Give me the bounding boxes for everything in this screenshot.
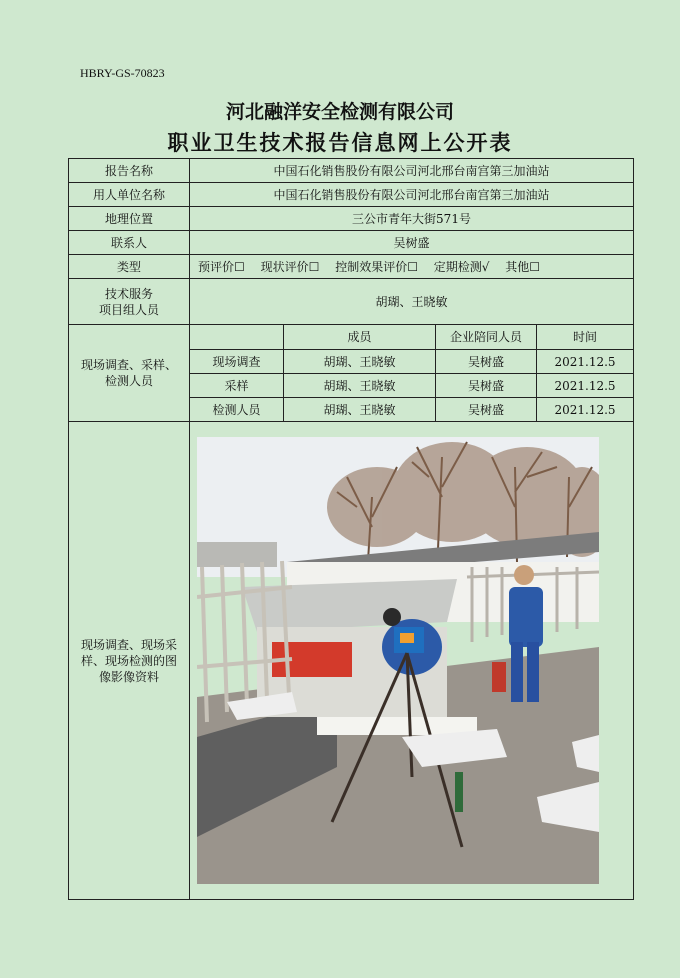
type-option-other: 其他☐ [505, 259, 541, 274]
field-staff-label [69, 325, 190, 422]
field-item: 现场调查 [190, 350, 284, 374]
employer-value: 中国石化销售股份有限公司河北邢台南宫第三加油站 [190, 183, 634, 207]
field-header-date: 时间 [537, 325, 634, 350]
info-table [68, 158, 634, 900]
field-date: 2021.12.5 [537, 374, 634, 398]
report-name-value: 中国石化销售股份有限公司河北邢台南宫第三加油站 [190, 159, 634, 183]
type-option-control-evaluation: 控制效果评价☐ [335, 259, 418, 274]
images-label [69, 422, 190, 900]
location-label: 地理位置 [69, 207, 190, 231]
table-row [69, 279, 634, 325]
field-companion: 吴树盛 [436, 398, 537, 422]
field-date: 2021.12.5 [537, 398, 634, 422]
report-name-label: 报告名称 [69, 159, 190, 183]
field-header-companion: 企业陪同人员 [436, 325, 537, 350]
service-team-label-line2: 项目组人员 [98, 302, 159, 317]
bottle [455, 772, 463, 812]
pit-curb [317, 717, 477, 735]
type-options [190, 255, 634, 279]
field-members: 胡瑚、王晓敏 [284, 398, 436, 422]
type-label: 类型 [69, 255, 190, 279]
site-photo-illustration [197, 437, 599, 884]
location-value: 三公市青年大街571号 [190, 207, 634, 231]
field-companion: 吴树盛 [436, 350, 537, 374]
service-team-label [69, 279, 190, 325]
type-option-pre-evaluation: 预评价☐ [198, 259, 245, 274]
field-staff-label-line1: 现场调查、采样、 [80, 358, 177, 372]
distant-building [197, 542, 277, 567]
service-team-label-line1: 技术服务 [104, 286, 153, 301]
table-row [69, 255, 634, 279]
type-option-status-evaluation: 现状评价☐ [260, 259, 320, 274]
field-item: 检测人员 [190, 398, 284, 422]
site-photo-cell [190, 422, 634, 900]
table-row [69, 159, 634, 183]
contact-label: 联系人 [69, 231, 190, 255]
type-option-periodic-testing: 定期检测√ [433, 259, 490, 274]
contact-value: 吴树盛 [190, 231, 634, 255]
field-header-members: 成员 [284, 325, 436, 350]
field-item: 采样 [190, 374, 284, 398]
field-staff-label-line2: 检测人员 [104, 374, 153, 388]
field-members: 胡瑚、王晓敏 [284, 350, 436, 374]
table-row [69, 422, 634, 900]
document-code: HBRY-GS-70823 [80, 66, 165, 80]
images-label-line3: 像影像资料 [98, 669, 159, 684]
table-row [69, 207, 634, 231]
employer-label: 用人单位名称 [69, 183, 190, 207]
page-title: 职业卫生技术报告信息网上公开表 [167, 130, 513, 155]
table-row [69, 183, 634, 207]
field-date: 2021.12.5 [537, 350, 634, 374]
field-members: 胡瑚、王晓敏 [284, 374, 436, 398]
images-label-line1: 现场调查、现场采 [80, 637, 177, 652]
table-row [69, 325, 634, 350]
field-companion: 吴树盛 [436, 374, 537, 398]
images-label-line2: 样、现场检测的图 [80, 653, 177, 668]
field-header-blank [190, 325, 284, 350]
company-name: 河北融洋安全检测有限公司 [225, 101, 454, 123]
site-photo [197, 437, 599, 884]
table-row [69, 231, 634, 255]
service-team-value: 胡瑚、王晓敏 [190, 279, 634, 325]
